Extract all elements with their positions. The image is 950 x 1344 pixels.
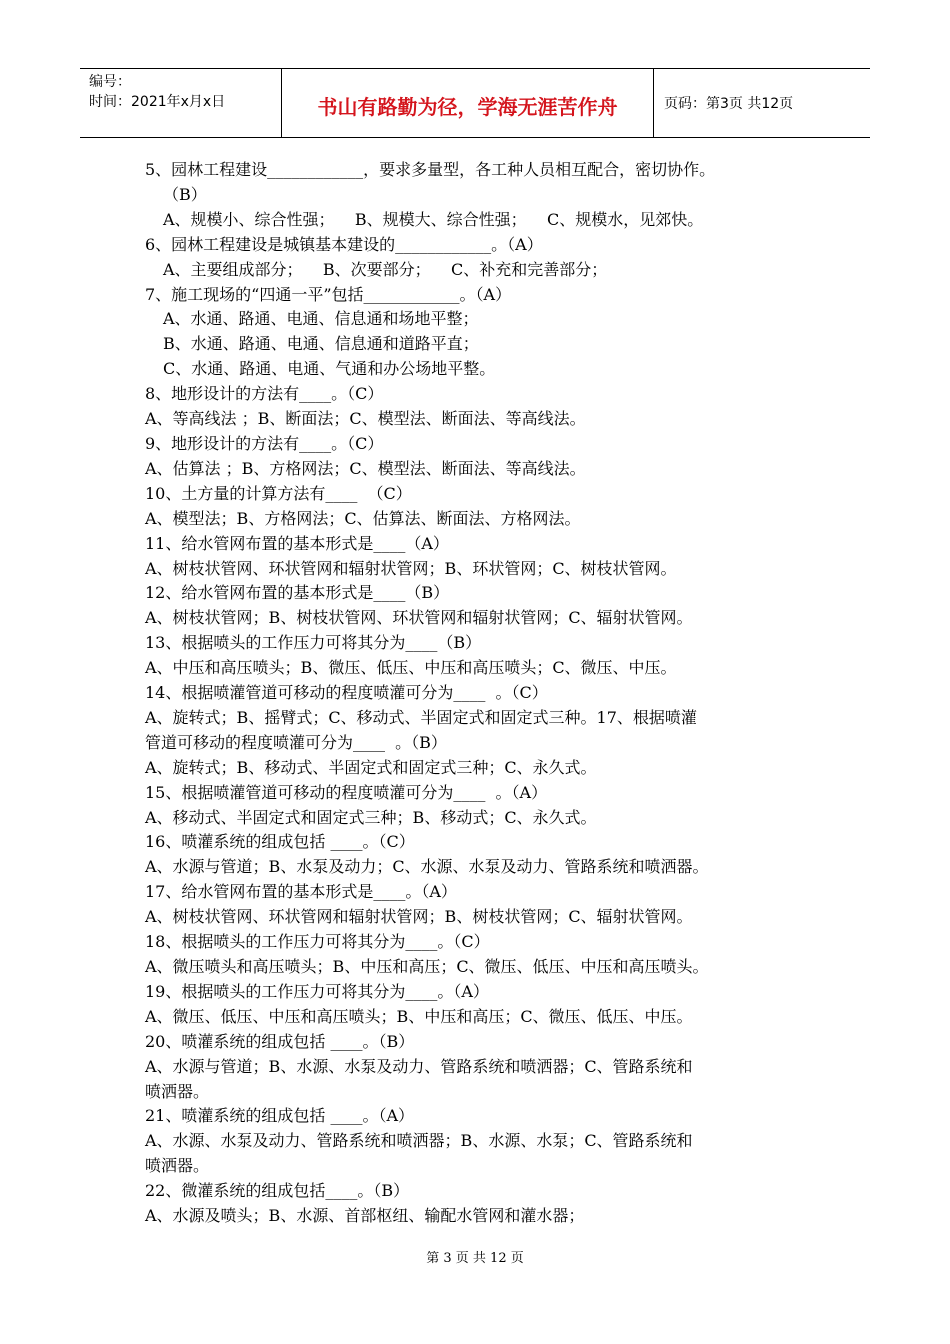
text-line: 15、根据喷灌管道可移动的程度喷灌可分为____ 。（A） — [145, 782, 548, 802]
text-line: A、水通、路通、电通、信息通和场地平整； — [163, 309, 479, 329]
text-line: 14、根据喷灌管道可移动的程度喷灌可分为____ 。（C） — [145, 683, 548, 703]
text-line: A、水源与管道；B、水源、水泵及动力、管路系统和喷洒器；C、管路系统和 — [145, 1056, 693, 1076]
text-line: 18、根据喷头的工作压力可将其分为____。（C） — [145, 932, 490, 952]
page-footer: 第 3 页 共 12 页 — [426, 1251, 524, 1266]
text-line: 6、园林工程建设是城镇基本建设的____________。（A） — [145, 234, 543, 254]
text-line: 21、喷灌系统的组成包括 ____。（A） — [145, 1106, 415, 1126]
text-line: 喷洒器。 — [145, 1081, 210, 1101]
text-line: A、水源与管道；B、水泵及动力；C、水源、水泵及动力、管路系统和喷洒器。 — [145, 857, 709, 877]
text-line: 7、施工现场的“四通一平”包括____________。（A） — [145, 284, 512, 304]
text-line: A、旋转式；B、摇臂式；C、移动式、半固定式和固定式三种。17、根据喷灌 — [145, 707, 697, 727]
text-line: A、模型法；B、方格网法；C、估算法、断面法、方格网法。 — [145, 508, 581, 528]
text-line: A、水源及喷头；B、水源、首部枢纽、输配水管网和灌水器； — [145, 1206, 585, 1226]
page-header — [80, 68, 870, 138]
text-line: A、主要组成部分； B、次要部分； C、补充和完善部分； — [163, 259, 608, 279]
text-line: 5、园林工程建设____________，要求多量型，各工种人员相互配合，密切协作。 — [145, 160, 716, 179]
text-line: A、树枝状管网、环状管网和辐射状管网；B、树枝状管网；C、辐射状管网。 — [145, 907, 693, 927]
text-line: A、树枝状管网；B、树枝状管网、环状管网和辐射状管网；C、辐射状管网。 — [145, 608, 693, 628]
header-meta — [80, 69, 282, 137]
header-page-number: 页码：第3页 共12页 — [664, 96, 794, 112]
text-line: A、微压喷头和高压喷头；B、中压和高压；C、微压、低压、中压和高压喷头。 — [145, 957, 709, 976]
text-line: 17、给水管网布置的基本形式是____。（A） — [145, 882, 457, 902]
text-line: B、水通、路通、电通、信息通和道路平直； — [163, 334, 479, 354]
text-line: 19、根据喷头的工作压力可将其分为____。（A） — [145, 981, 489, 1001]
text-line: （B） — [163, 184, 207, 204]
text-line: A、水源、水泵及动力、管路系统和喷洒器；B、水源、水泵；C、管路系统和 — [145, 1131, 693, 1151]
header-motto: 书山有路勤为径，学海无涯苦作舟 — [282, 69, 654, 137]
text-line: 10、土方量的计算方法有____ （C） — [145, 483, 412, 503]
text-line: 13、根据喷头的工作压力可将其分为____（B） — [145, 633, 482, 653]
document-date-label: 时间：2021年x月x日 — [89, 94, 226, 110]
text-line: 11、给水管网布置的基本形式是____（A） — [145, 533, 449, 553]
text-line: 9、地形设计的方法有____。（C） — [145, 433, 384, 453]
text-line: C、水通、路通、电通、气通和办公场地平整。 — [163, 359, 496, 379]
text-line: 喷洒器。 — [145, 1156, 210, 1176]
text-line: 16、喷灌系统的组成包括 ____。（C） — [145, 832, 415, 852]
text-line: A、中压和高压喷头；B、微压、低压、中压和高压喷头；C、微压、中压。 — [145, 658, 677, 678]
text-line: 8、地形设计的方法有____。（C） — [145, 384, 384, 404]
text-line: 管道可移动的程度喷灌可分为____ 。（B） — [145, 732, 447, 752]
text-line: A、估算法 ；B、方格网法；C、模型法、断面法、等高线法。 — [145, 458, 586, 478]
text-line: A、移动式、半固定式和固定式三种；B、移动式；C、永久式。 — [145, 807, 597, 827]
text-line: 20、喷灌系统的组成包括 ____。（B） — [145, 1031, 415, 1051]
text-line: A、树枝状管网、环状管网和辐射状管网；B、环状管网；C、树枝状管网。 — [145, 558, 677, 578]
text-line: 22、微灌系统的组成包括____。（B） — [145, 1181, 410, 1201]
text-line: A、规模小、综合性强； B、规模大、综合性强； C、规模水，见郊快。 — [163, 209, 704, 229]
document-body — [145, 158, 815, 1229]
text-line: A、旋转式；B、移动式、半固定式和固定式三种；C、永久式。 — [145, 757, 597, 777]
document-number-label: 编号： — [89, 74, 131, 90]
text-line: A、微压、低压、中压和高压喷头；B、中压和高压；C、微压、低压、中压。 — [145, 1006, 693, 1026]
text-line: A、等高线法 ；B、断面法；C、模型法、断面法、等高线法。 — [145, 409, 586, 429]
text-line: 12、给水管网布置的基本形式是____（B） — [145, 583, 450, 603]
